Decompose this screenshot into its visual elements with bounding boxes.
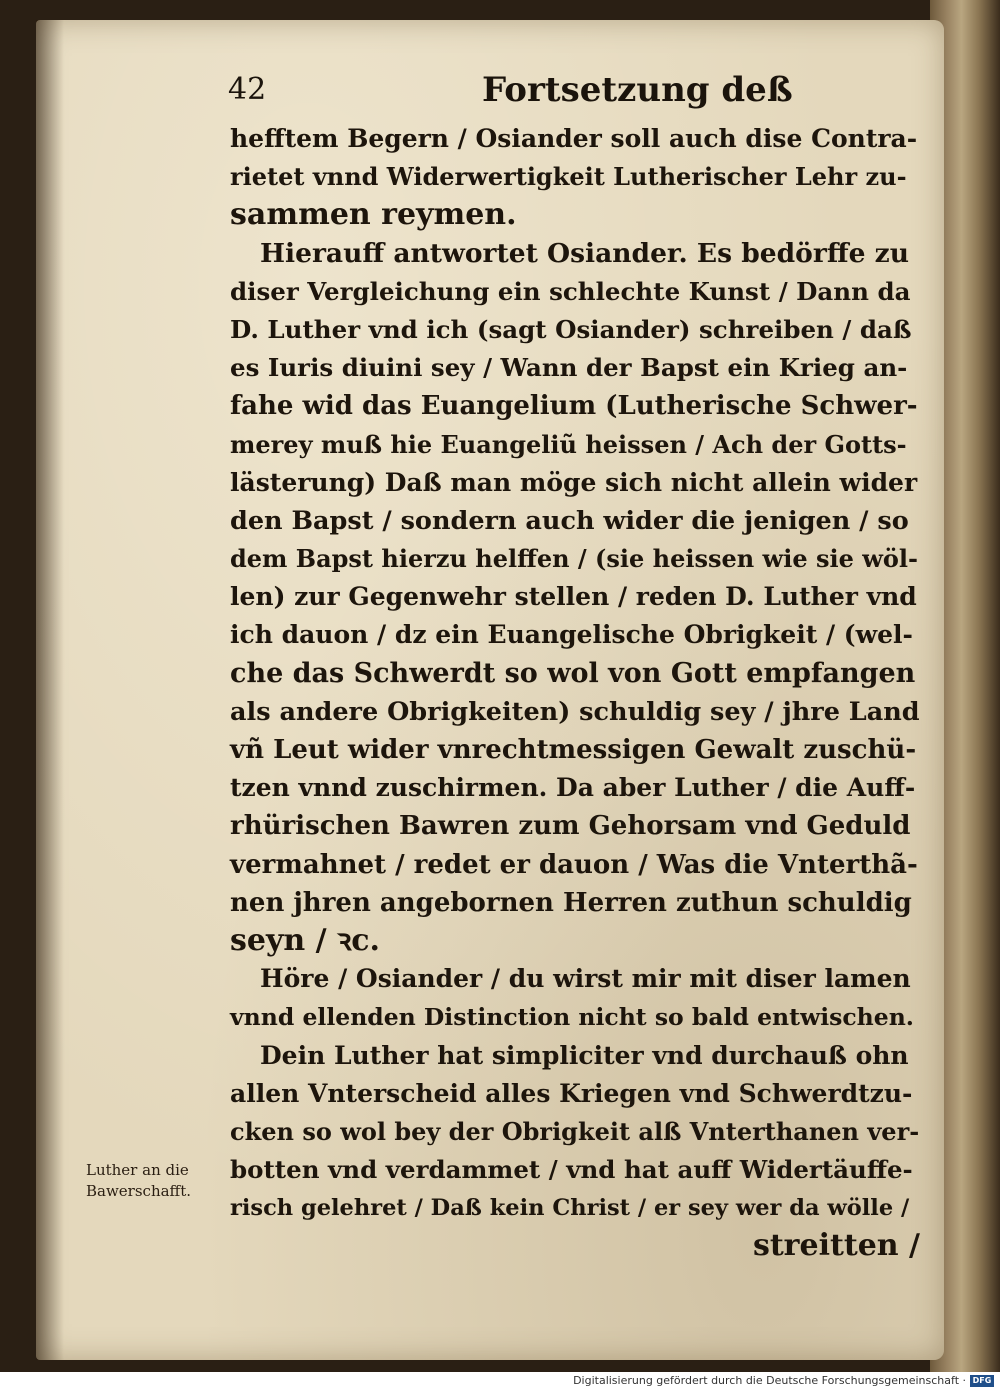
- text-line: diser Vergleichung ein schlechte Kunst / Dann da: [230, 276, 911, 306]
- text-line: len) zur Gegenwehr stellen / reden D. Luther vnd: [230, 582, 917, 612]
- text-line: Hierauff antwortet Osiander. Es bedörffe zu: [260, 237, 909, 269]
- text-line: vnnd ellenden Distinction nicht so bald entwischen.: [230, 1003, 914, 1032]
- text-line: D. Luther vnd ich (sagt Osiander) schreiben / daß: [230, 314, 912, 344]
- text-line: nen jhren angebornen Herren zuthun schuldig: [230, 887, 912, 918]
- text-line: seyn / ꝛc.: [230, 922, 380, 958]
- dfg-logo: DFG: [970, 1375, 994, 1387]
- text-line: Höre / Osiander / du wirst mir mit diser lamen: [260, 964, 911, 994]
- text-line: tzen vnnd zuschirmen. Da aber Luther / die Auff-: [230, 773, 916, 803]
- text-line: sammen reymen.: [230, 197, 517, 233]
- text-line: den Bapst / sondern auch wider die jenigen / so: [230, 505, 909, 536]
- catchword: streitten /: [752, 1228, 920, 1264]
- body-text: [230, 120, 920, 1266]
- footer: [0, 1372, 1000, 1391]
- text-line: lästerung) Daß man möge sich nicht allein wider: [230, 467, 918, 497]
- text-line: cken so wol bey der Obrigkeit alß Vnterthanen ver-: [230, 1116, 920, 1146]
- page-number: 42: [228, 72, 267, 107]
- marginal-note-line: Bawerschafft.: [86, 1182, 192, 1200]
- text-line: dem Bapst hierzu helffen / (sie heissen wie sie wöl-: [230, 544, 918, 574]
- text-line: es Iuris diuini sey / Wann der Bapst ein Krieg an-: [230, 353, 908, 383]
- text-line: botten vnd verdammet / vnd hat auff Widertäuffe-: [230, 1155, 913, 1185]
- text-line: risch gelehret / Daß kein Christ / er sey wer da wölle /: [230, 1195, 910, 1222]
- text-line: fahe wid das Euangelium (Lutherische Schwer-: [230, 391, 918, 422]
- text-line: rietet vnnd Widerwertigkeit Lutherischer Lehr zu-: [230, 162, 907, 192]
- marginal-note-line: Luther an die: [86, 1161, 189, 1179]
- text-line: als andere Obrigkeiten) schuldig sey / jhre Land: [230, 696, 920, 727]
- text-line: allen Vnterscheid alles Kriegen vnd Schwerdtzu-: [230, 1078, 913, 1108]
- running-head: Fortsetzung deß: [482, 70, 793, 110]
- marginal-note: [86, 1160, 226, 1202]
- text-line: vñ Leut wider vnrechtmessigen Gewalt zuschü-: [230, 735, 917, 765]
- text-line: rhürischen Bawren zum Gehorsam vnd Geduld: [230, 811, 911, 842]
- text-line: merey muß hie Euangeliũ heissen / Ach der Gotts-: [230, 429, 907, 459]
- text-line: hefftem Begern / Osiander soll auch dise Contra-: [230, 124, 918, 153]
- text-line: ich dauon / dz ein Euangelische Obrigkeit / (wel-: [230, 620, 913, 650]
- text-line: che das Schwerdt so wol von Gott empfangen: [230, 657, 916, 689]
- gutter-shadow: [36, 20, 64, 1360]
- footer-credit: Digitalisierung gefördert durch die Deutsche Forschungsgemeinschaft ·: [573, 1374, 966, 1387]
- text-line: Dein Luther hat simpliciter vnd durchauß ohn: [260, 1040, 909, 1070]
- text-line: vermahnet / redet er dauon / Was die Vnterthã-: [230, 849, 918, 880]
